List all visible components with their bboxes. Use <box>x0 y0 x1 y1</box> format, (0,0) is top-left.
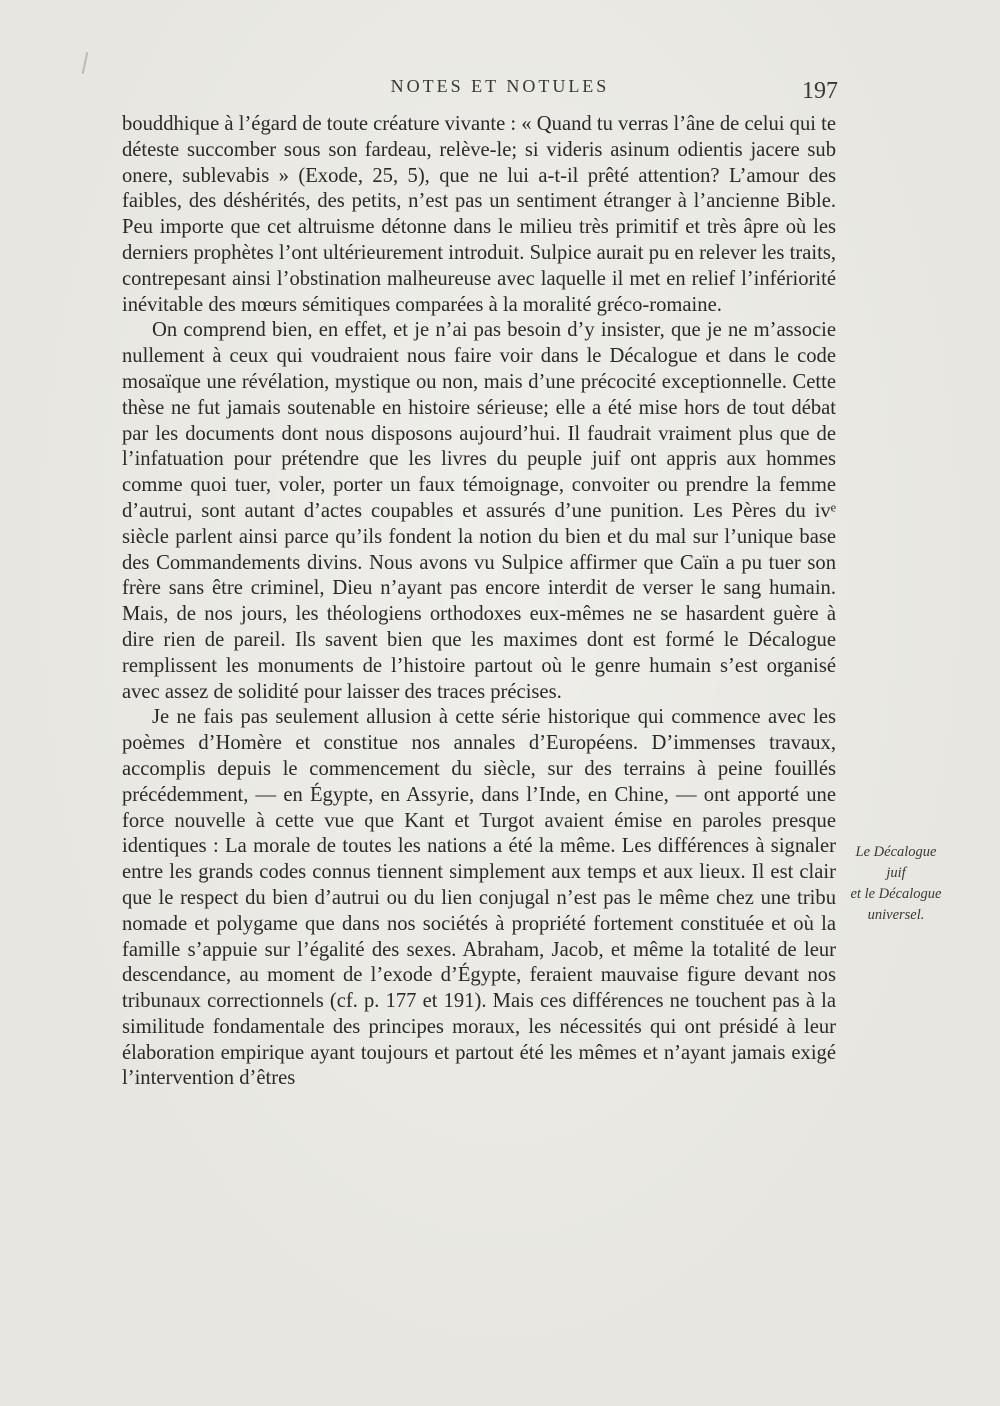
running-head <box>120 76 840 110</box>
margin-scratch <box>82 52 89 74</box>
margin-note-line-3: et le Décalogue <box>850 886 942 902</box>
header-title: NOTES ET NOTULES <box>390 76 610 96</box>
margin-note <box>836 842 956 926</box>
margin-note-line-2: juif <box>886 865 906 881</box>
margin-note-line-1: Le Décalogue <box>855 844 937 860</box>
paragraph-1: bouddhique à l’égard de toute créature vivante : « Quand tu verras l’âne de celui qui te déteste succomber sous son fardeau, relève-le; si videris asinum odientis jacere sub onere, sublevabis » (Exode, 25, 5), que ne lui a-t-il prêté attention? L’amour des faibles, des déshérités, des petits, n’est pas un sentiment étranger à l’ancienne Bible. Peu importe que cet altruisme détonne dans le milieu très primitif et très âpre où les derniers prophètes l’ont ultérieurement introduit. Sulpice aurait pu en relever les traits, contrepesant ainsi l’obstination malheureuse avec laquelle il met en relief l’infériorité inévitable des mœurs sémitiques comparées à la moralité gréco-romaine. <box>122 113 836 316</box>
margin-note-line-4: universel. <box>867 907 925 923</box>
page-number: 197 <box>802 78 838 104</box>
paragraph-3: Je ne fais pas seulement allusion à cette série historique qui commence avec les poèmes d’Homère et constitue nos annales d’Européens. D’immenses travaux, accomplis depuis le commencement du siècle, sur des terrains à peine fouillés précédemment, — en Égypte, en Assyrie, dans l’Inde, en Chine, — ont apporté une force nouvelle à cette vue que Kant et Turgot avaient émise en paroles presque identiques : La morale de toutes les nations a été la même. Les différences à signaler entre les grands codes connus tiennent simplement aux temps et aux lieux. Il est clair que le respect du bien d’autrui ou du lien conjugal n’est pas le même chez une tribu nomade et polygame que dans nos sociétés à propriété fortement constituée et où la famille s’appuie sur l’égalité des sexes. Abraham, Jacob, et même la totalité de leur descendance, au moment de l’exode d’Égypte, feraient mauvaise figure devant nos tribunaux correctionnels (cf. p. 177 et 191). Mais ces différences ne touchent pas à la similitude fondamentale des principes moraux, les nécessités qui ont présidé à leur élaboration empirique ayant toujours et partout été les mêmes et n’ayant jamais exigé l’intervention d’êtres <box>122 706 836 1090</box>
body-text <box>122 112 836 1092</box>
paragraph-2: On comprend bien, en effet, et je n’ai pas besoin d’y insister, que je ne m’associe nullement à ceux qui voudraient nous faire voir dans le Décalogue et dans le code mosaïque une révélation, mystique ou non, mais d’une précocité exceptionnelle. Cette thèse ne fut jamais soutenable en histoire sérieuse; elle a été mise hors de tout débat par les documents dont nous disposons aujourd’hui. Il faudrait vraiment plus que de l’infatuation pour prétendre que les livres du peuple juif ont appris aux hommes comme quoi tuer, voler, porter un faux témoignage, convoiter ou prendre la femme d’autrui, sont autant d’actes coupables et assurés d’une punition. Les Pères du ivᵉ siècle parlent ainsi parce qu’ils fondent la notion du bien et du mal sur l’unique base des Commandements divins. Nous avons vu Sulpice affirmer que Caïn a pu tuer son frère sans être criminel, Dieu n’ayant pas encore interdit de verser le sang humain. Mais, de nos jours, les théologiens orthodoxes eux-mêmes ne se hasardent guère à dire rien de pareil. Ils savent bien que les maximes dont est formé le Décalogue remplissent les monuments de l’histoire partout où le genre humain s’est organisé avec assez de solidité pour laisser des traces précises. <box>122 319 836 703</box>
